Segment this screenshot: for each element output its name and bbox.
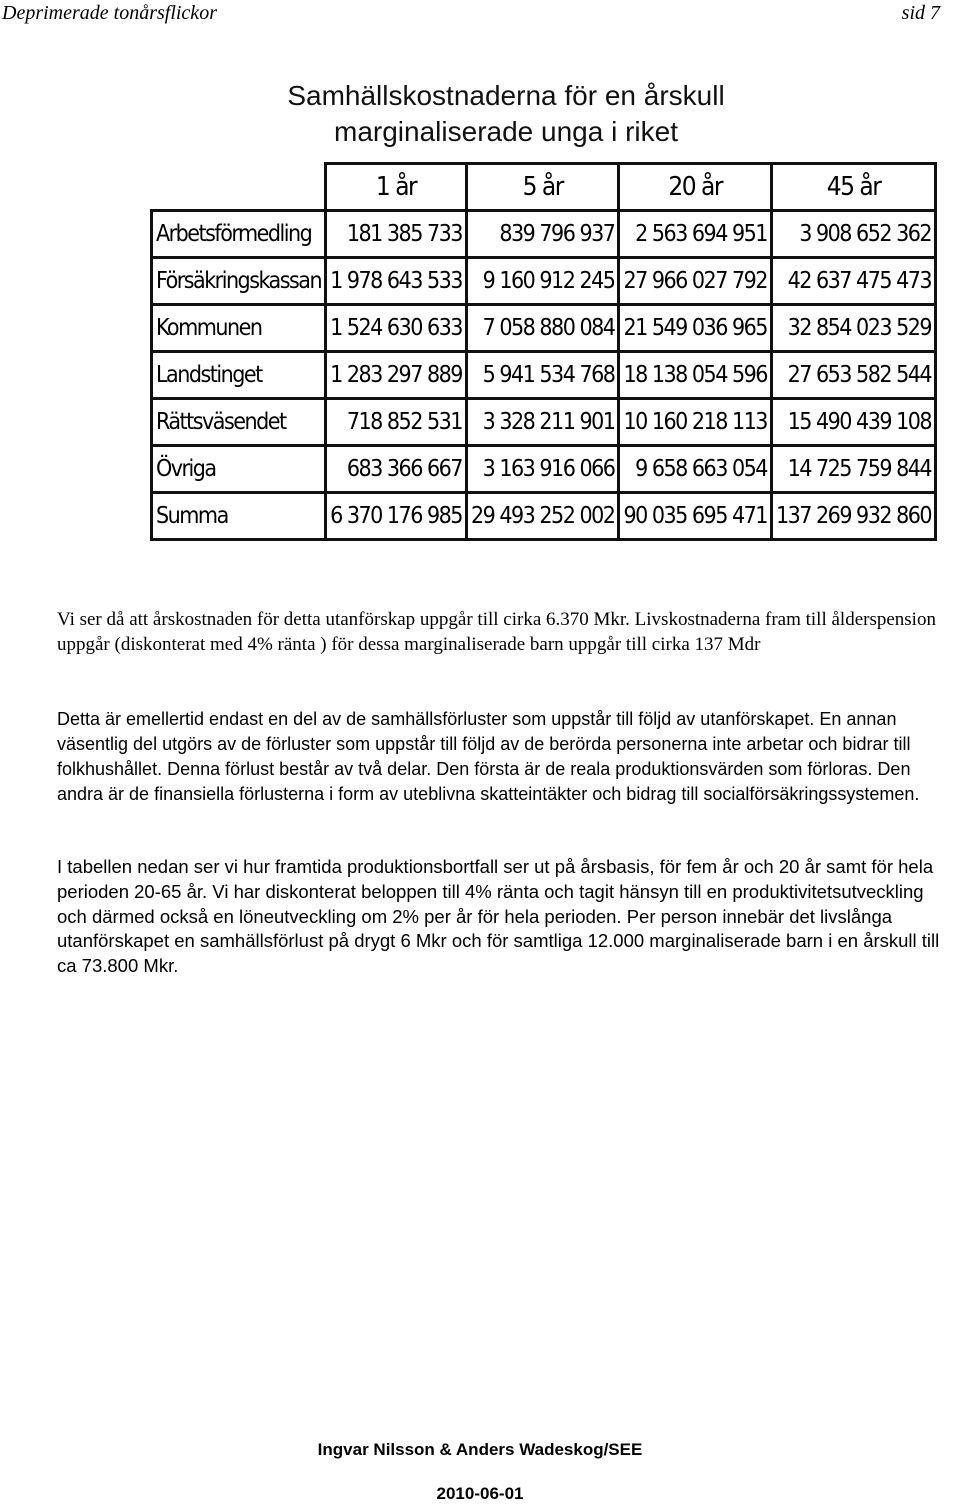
table-cell: 9 658 663 054 [619,446,772,493]
table-cell: 14 725 759 844 [771,446,935,493]
table-cell: 1 978 643 533 [326,258,467,305]
table-cell: 3 328 211 901 [466,399,619,446]
table-cell: 3 163 916 066 [466,446,619,493]
body-paragraph-3: I tabellen nedan ser vi hur framtida produktionsbortfall ser ut på årsbasis, för fem år och 20 år samt för hela perioden 20-65 år. Vi har diskonterat beloppen till 4% ränta och tagit hänsyn till en produktivitetsutveckling och därmed också en löneutveckling om 2% per år för hela perioden. Per person innebär det livslånga utanförskapet en samhällsförlust på drygt 6 Mkr och för samtliga 12.000 marginaliserade barn i en årskull till ca 73.800 Mkr. [57,856,940,977]
column-header: 45 år [771,164,935,211]
figure-title [150,78,862,150]
row-label: Summa [152,493,326,540]
footer-date: 2010-06-01 [436,1484,524,1503]
table-cell: 42 637 475 473 [771,258,935,305]
running-header-title: Deprimerade tonårsflickor [2,2,217,24]
table-cell: 2 563 694 951 [619,211,772,258]
table-row [152,352,936,399]
table-cell: 10 160 218 113 [619,399,772,446]
table-row [152,258,936,305]
table-row [152,399,936,446]
table-header-row [152,164,936,211]
table-cell: 27 966 027 792 [619,258,772,305]
table-cell: 27 653 582 544 [771,352,935,399]
table-cell: 21 549 036 965 [619,305,772,352]
row-label: Försäkringskassan [152,258,326,305]
table-corner [152,164,326,211]
cost-table [150,162,937,541]
table-cell: 90 035 695 471 [619,493,772,540]
row-label: Arbetsförmedling [152,211,326,258]
column-header: 1 år [326,164,467,211]
table-cell: 9 160 912 245 [466,258,619,305]
table-cell: 5 941 534 768 [466,352,619,399]
footer-authors: Ingvar Nilsson & Anders Wadeskog/SEE [317,1440,643,1459]
table-row-total [152,493,936,540]
row-label: Rättsväsendet [152,399,326,446]
row-label: Landstinget [152,352,326,399]
table-cell: 137 269 932 860 [771,493,935,540]
table-row [152,446,936,493]
table-cell: 839 796 937 [466,211,619,258]
page-number: sid 7 [901,2,940,24]
table-cell: 181 385 733 [326,211,467,258]
figure-title-line-1: Samhällskostnaderna för en årskull [287,80,725,111]
table-cell: 15 490 439 108 [771,399,935,446]
figure-title-line-2: marginaliserade unga i riket [334,116,678,147]
table-cell: 1 283 297 889 [326,352,467,399]
table-cell: 7 058 880 084 [466,305,619,352]
table-cell: 3 908 652 362 [771,211,935,258]
table-cell: 1 524 630 633 [326,305,467,352]
body-paragraph-1: Vi ser då att årskostnaden för detta utanförskap uppgår till cirka 6.370 Mkr. Livskostnaderna fram till ålderspension uppgår (diskonterat med 4% ränta ) för dessa marginaliserade barn uppgår till cirka 137 Mdr [57,609,936,655]
table-row [152,305,936,352]
row-label: Kommunen [152,305,326,352]
column-header: 5 år [466,164,619,211]
table-row [152,211,936,258]
table-cell: 718 852 531 [326,399,467,446]
table-cell: 683 366 667 [326,446,467,493]
table-cell: 29 493 252 002 [466,493,619,540]
table-cell: 6 370 176 985 [326,493,467,540]
table-cell: 32 854 023 529 [771,305,935,352]
table-cell: 18 138 054 596 [619,352,772,399]
row-label: Övriga [152,446,326,493]
column-header: 20 år [619,164,772,211]
body-paragraph-2: Detta är emellertid endast en del av de samhällsförluster som uppstår till följd av utanförskapet. En annan väsentlig del utgörs av de förluster som uppstår till följd av de berörda personerna inte arbetar och bidrar till folkhushållet. Denna förlust består av två delar. Den första är de reala produktionsvärden som förloras. Den andra är de finansiella förlusterna i form av uteblivna skatteintäkter och bidrag till socialförsäkringssystemen. [57,709,920,804]
